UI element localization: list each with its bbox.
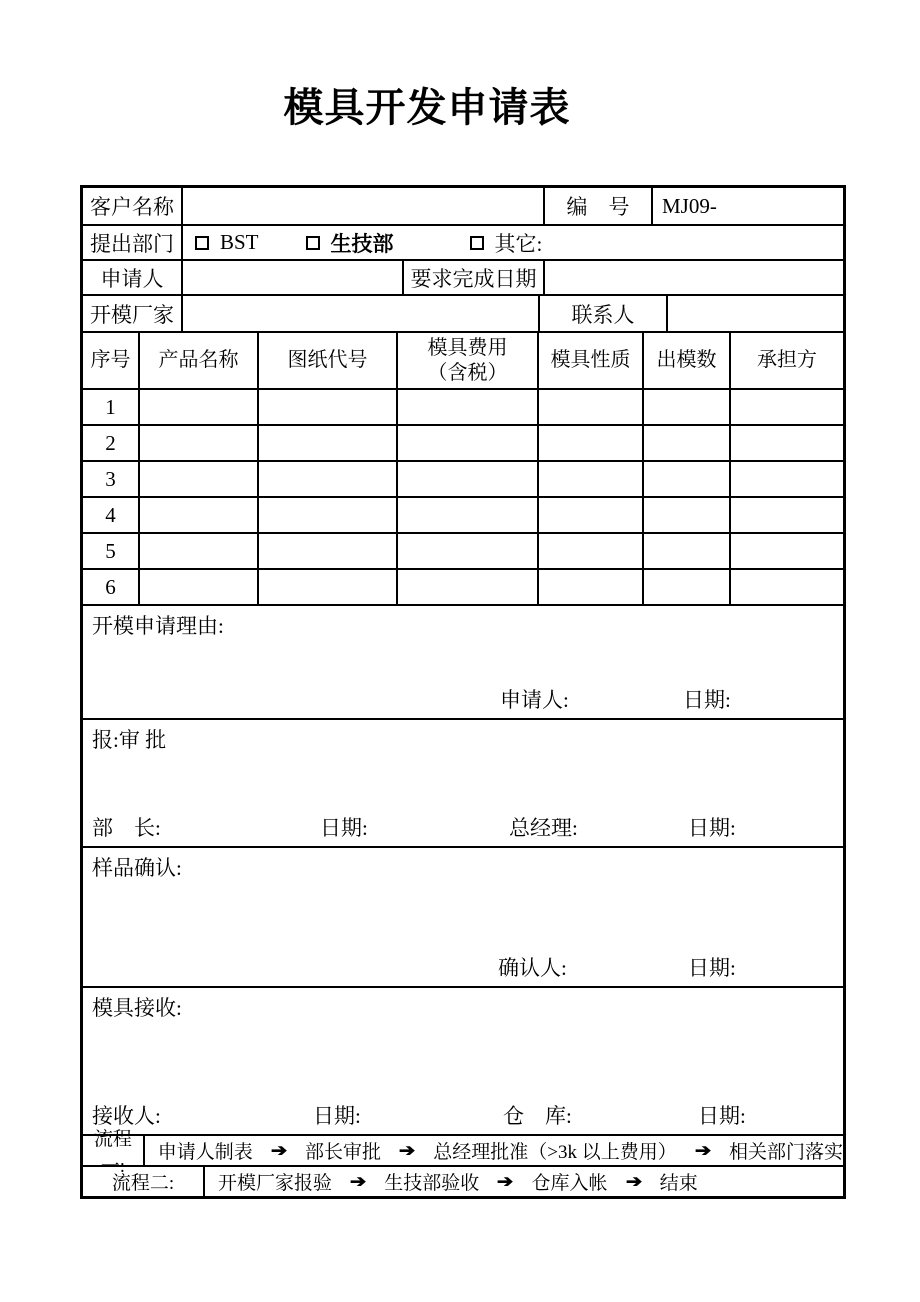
section-reason — [83, 604, 843, 718]
flow1-step-1: 申请人制表 — [157, 1142, 253, 1163]
arrow-icon: ➔ — [270, 1140, 288, 1160]
table-row — [83, 460, 843, 496]
section-approval — [83, 718, 843, 846]
department-options — [181, 226, 843, 259]
approval-title: 报:审 批 — [92, 728, 167, 752]
receive-sig-warehouse: 仓 库: — [503, 1104, 572, 1128]
checkbox-icon[interactable] — [470, 236, 484, 250]
approval-sig-date2: 日期: — [688, 816, 736, 840]
page-title: 模具开发申请表 — [283, 85, 571, 130]
flow1-label: 流程一: — [93, 1128, 132, 1177]
row-serial: 2 — [105, 430, 116, 455]
table-row — [83, 568, 843, 604]
flow1-step-2: 部长审批 — [305, 1142, 382, 1163]
flow-row-1 — [83, 1128, 843, 1177]
reason-title: 开模申请理由: — [92, 614, 224, 638]
receive-sig-date1: 日期: — [313, 1104, 361, 1128]
items-header-row — [83, 331, 843, 388]
row-applicant — [83, 259, 843, 294]
flow2-step-2: 生技部验收 — [384, 1173, 480, 1194]
checkbox-icon[interactable] — [306, 236, 320, 250]
flow1-steps — [143, 1136, 843, 1165]
doc-number-label: 编 号 — [543, 188, 651, 224]
col-mold-nature: 模具性质 — [537, 333, 642, 388]
dept-option-shengjibu — [306, 228, 394, 258]
department-label: 提出部门 — [90, 231, 174, 256]
vendor-value — [181, 296, 538, 331]
table-row — [83, 388, 843, 424]
receive-sig-receiver: 接收人: — [92, 1104, 161, 1128]
flow2-steps — [203, 1167, 843, 1196]
reason-sig-date: 日期: — [683, 688, 731, 712]
table-row — [83, 424, 843, 460]
contact-value — [666, 296, 843, 331]
col-bearer: 承担方 — [729, 333, 843, 388]
arrow-icon: ➔ — [349, 1171, 367, 1191]
dept-option-other — [470, 228, 543, 258]
row-serial: 6 — [105, 574, 116, 599]
col-product-name: 产品名称 — [138, 333, 257, 388]
approval-sig-gm: 总经理: — [509, 816, 578, 840]
applicant-value — [181, 261, 402, 294]
arrow-icon: ➔ — [497, 1171, 514, 1191]
flow2-label: 流程二: — [111, 1173, 175, 1194]
receive-sig-date2: 日期: — [698, 1104, 746, 1128]
col-drawing-code: 图纸代号 — [257, 333, 396, 388]
checkbox-icon[interactable] — [195, 236, 209, 250]
application-form — [80, 185, 846, 1199]
arrow-icon: ➔ — [694, 1140, 712, 1160]
dept-option-shengjibu-label: 生技部 — [330, 231, 394, 256]
due-date-label: 要求完成日期 — [402, 261, 543, 294]
col-mold-fee-line1: 模具费用 — [427, 336, 508, 359]
col-mold-fee-line2: （含税） — [427, 361, 508, 384]
arrow-icon: ➔ — [398, 1140, 416, 1160]
dept-option-bst — [195, 230, 259, 255]
contact-label: 联系人 — [538, 296, 666, 331]
row-customer — [83, 188, 843, 224]
row-department — [83, 224, 843, 259]
row-serial: 4 — [105, 502, 116, 527]
flow-row-2 — [83, 1165, 843, 1196]
flow1-step-3: 总经理批准（>3k 以上费用） — [433, 1142, 677, 1163]
table-row — [83, 532, 843, 568]
applicant-label: 申请人 — [100, 266, 164, 291]
sample-title: 样品确认: — [92, 856, 182, 880]
dept-option-other-label: 其它: — [494, 231, 543, 256]
col-mold-fee — [396, 333, 537, 388]
receive-title: 模具接收: — [92, 996, 182, 1020]
flow2-step-3: 仓库入帐 — [531, 1173, 608, 1194]
doc-number-value: MJ09- — [651, 188, 843, 224]
sample-sig-date: 日期: — [688, 956, 736, 980]
col-mold-count: 出模数 — [642, 333, 729, 388]
row-serial: 5 — [105, 538, 116, 563]
reason-sig-applicant: 申请人: — [500, 688, 569, 712]
approval-sig-minister: 部 长: — [92, 816, 161, 840]
table-row — [83, 496, 843, 532]
approval-sig-date1: 日期: — [320, 816, 368, 840]
flow2-step-1: 开模厂家报验 — [218, 1173, 333, 1194]
arrow-icon: ➔ — [625, 1171, 642, 1191]
row-serial: 3 — [105, 466, 116, 491]
customer-name-value — [181, 188, 543, 224]
section-receive — [83, 986, 843, 1134]
customer-name-label: 客户名称 — [90, 195, 174, 219]
sample-sig-confirmer: 确认人: — [498, 956, 567, 980]
dept-option-bst-label: BST — [220, 230, 259, 254]
flow2-step-4: 结束 — [659, 1173, 698, 1194]
row-serial: 1 — [105, 394, 116, 419]
col-serial: 序号 — [90, 349, 131, 371]
section-sample — [83, 846, 843, 986]
row-vendor — [83, 294, 843, 331]
due-date-value — [543, 261, 843, 294]
vendor-label: 开模厂家 — [90, 302, 174, 327]
flow1-step-4: 相关部门落实 — [728, 1142, 843, 1163]
